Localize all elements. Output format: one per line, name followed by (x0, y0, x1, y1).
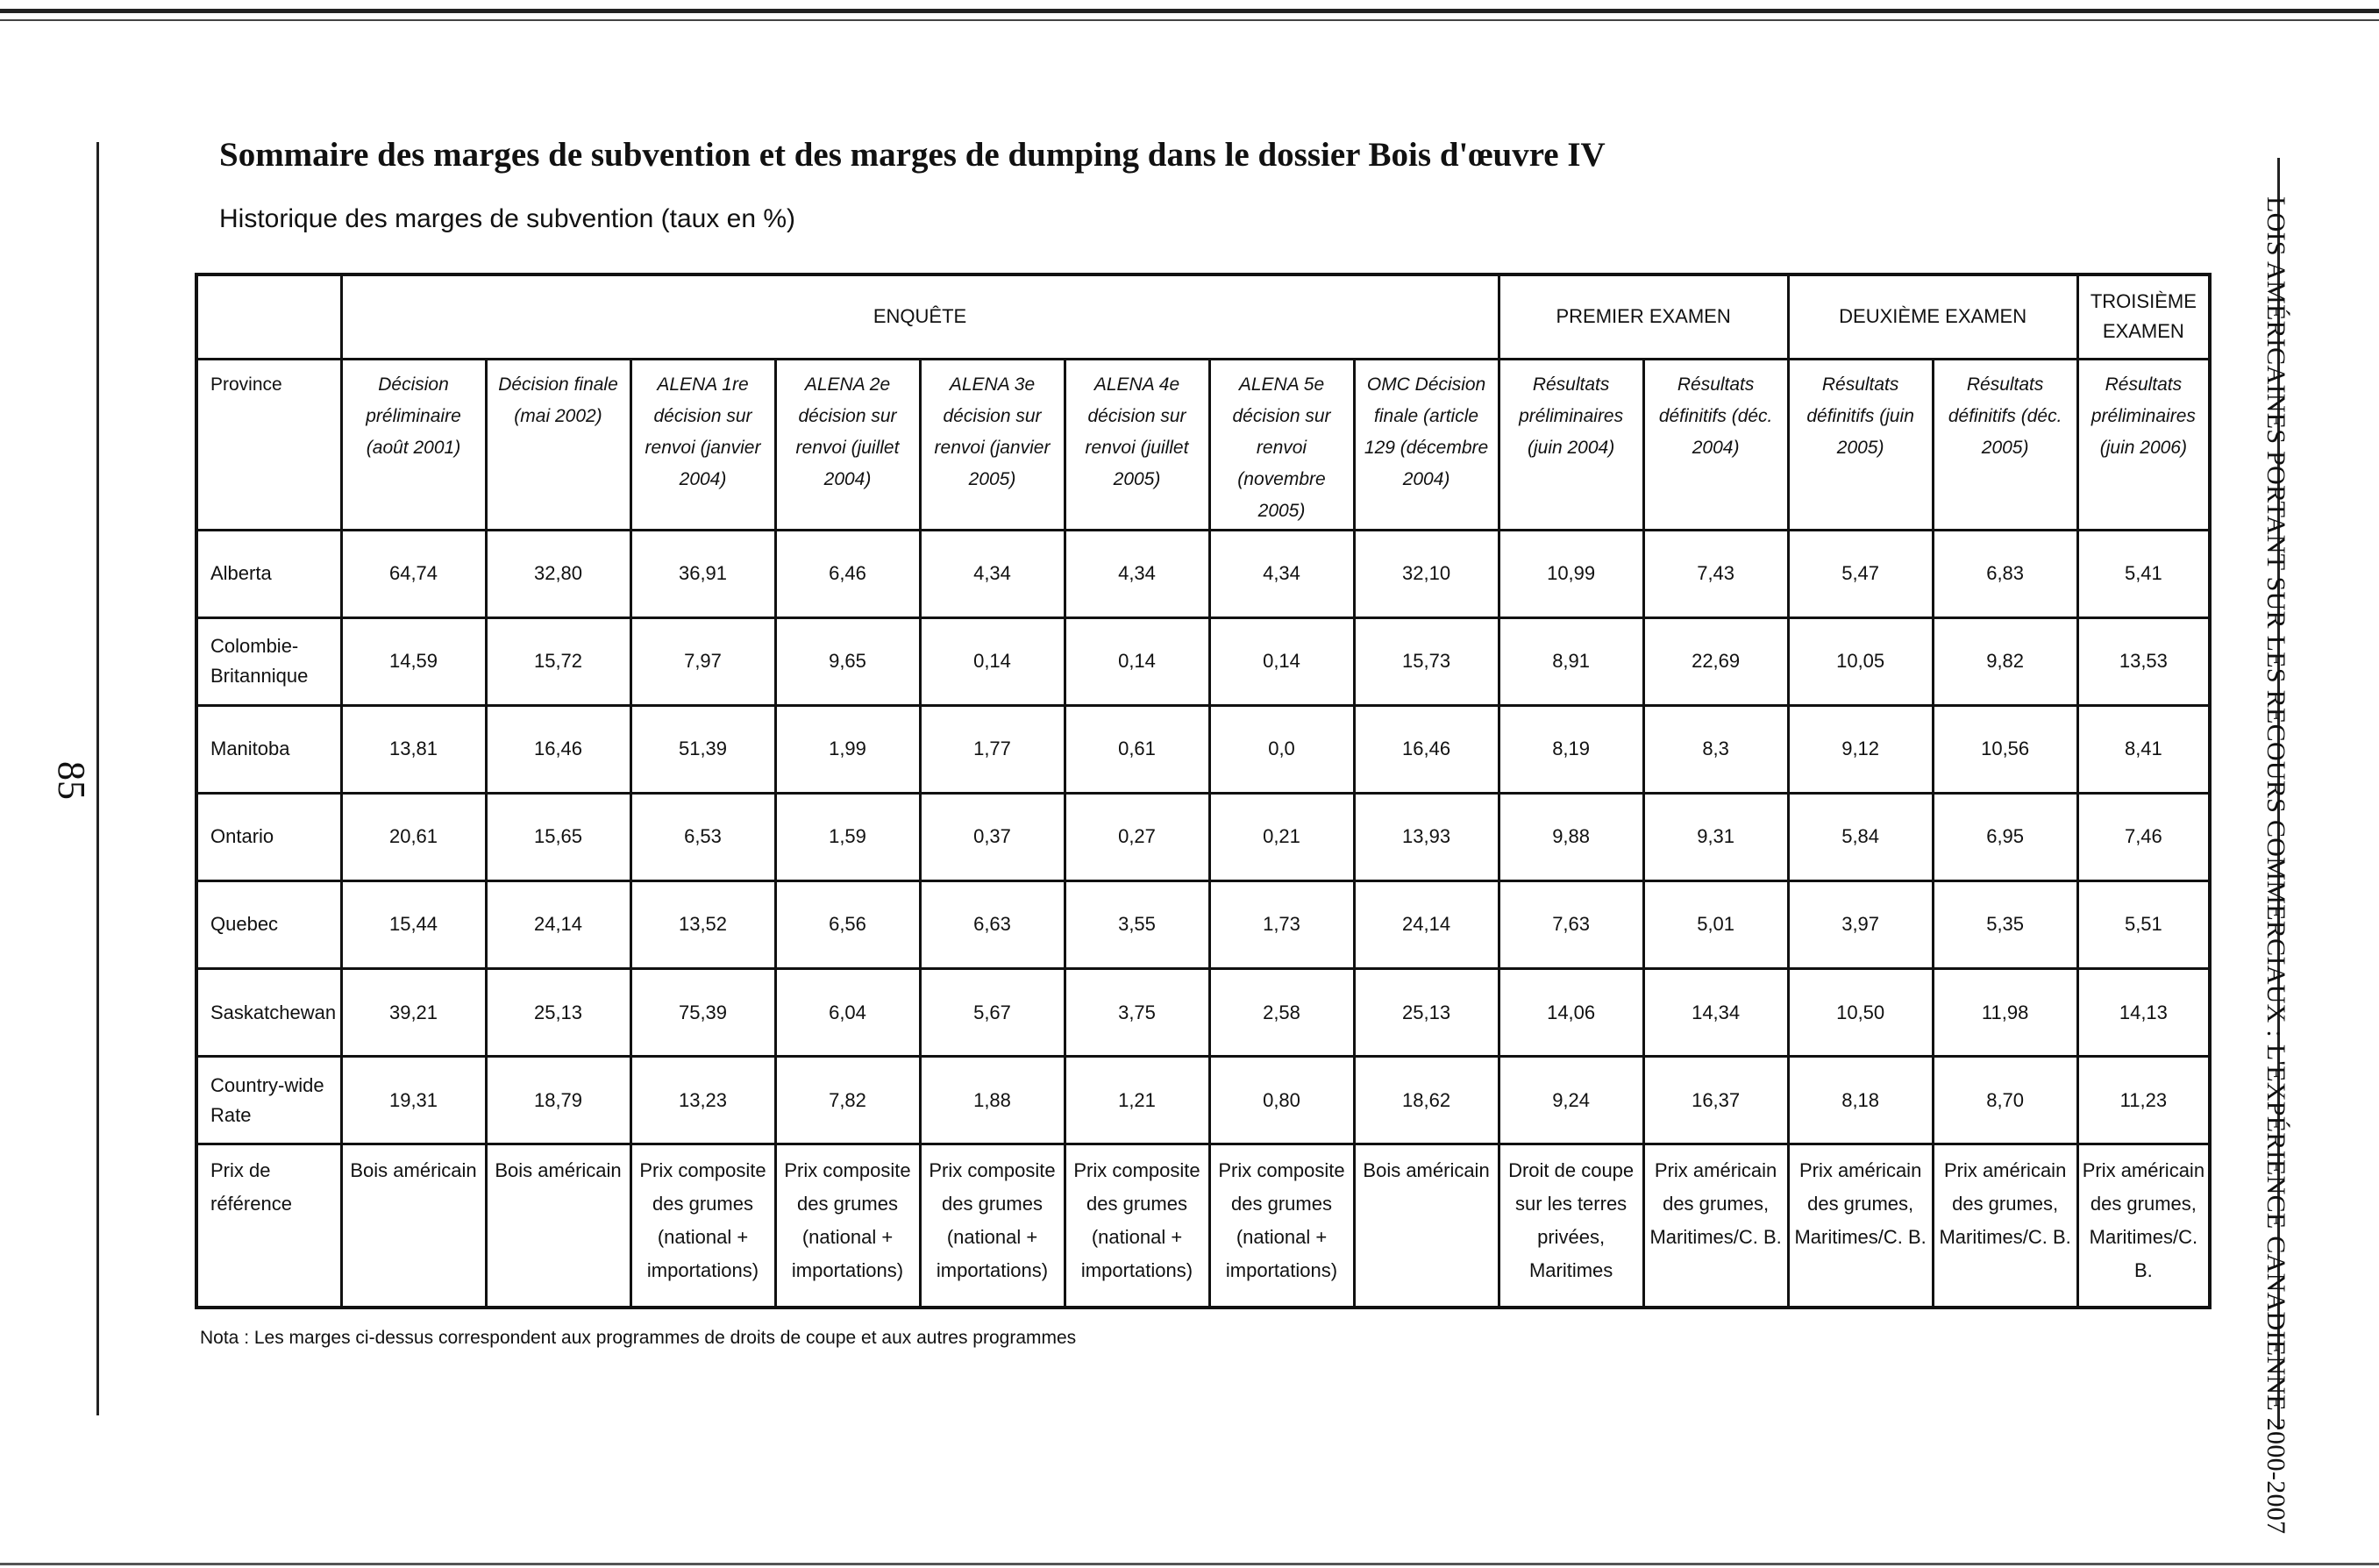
value-cell: 0,21 (1209, 793, 1354, 880)
table-row (196, 530, 2210, 617)
reference-cell: Prix composite des grumes (national + importations) (630, 1144, 775, 1308)
document-subtitle: Historique des marges de subvention (taux en %) (219, 204, 796, 233)
reference-cell: Prix composite des grumes (national + importations) (775, 1144, 920, 1308)
reference-cell: Bois américain (1354, 1144, 1499, 1308)
value-cell: 5,41 (2077, 530, 2210, 617)
value-cell: 14,13 (2077, 969, 2210, 1057)
column-header: ALENA 5e décision sur renvoi (novembre 2005) (1209, 359, 1354, 530)
bottom-rule (0, 1563, 2379, 1565)
value-cell: 6,83 (1933, 530, 2077, 617)
reference-cell: Bois américain (486, 1144, 630, 1308)
value-cell: 13,52 (630, 880, 775, 968)
value-cell: 8,3 (1643, 705, 1788, 793)
value-cell: 18,79 (486, 1057, 630, 1144)
column-header: Résultats définitifs (juin 2005) (1788, 359, 1933, 530)
value-cell: 24,14 (1354, 880, 1499, 968)
table-row (196, 1057, 2210, 1144)
province-cell: Saskatchewan (196, 969, 341, 1057)
value-cell: 1,88 (920, 1057, 1065, 1144)
value-cell: 0,80 (1209, 1057, 1354, 1144)
value-cell: 7,63 (1499, 880, 1643, 968)
column-header: Décision préliminaire (août 2001) (341, 359, 486, 530)
value-cell: 9,24 (1499, 1057, 1643, 1144)
value-cell: 5,01 (1643, 880, 1788, 968)
table-row (196, 617, 2210, 705)
value-cell: 11,23 (2077, 1057, 2210, 1144)
reference-cell: Prix composite des grumes (national + importations) (1209, 1144, 1354, 1308)
value-cell: 3,75 (1065, 969, 1209, 1057)
value-cell: 4,34 (1209, 530, 1354, 617)
value-cell: 9,31 (1643, 793, 1788, 880)
column-header: Résultats définitifs (déc. 2005) (1933, 359, 2077, 530)
value-cell: 4,34 (920, 530, 1065, 617)
value-cell: 15,72 (486, 617, 630, 705)
value-cell: 6,53 (630, 793, 775, 880)
value-cell: 15,44 (341, 880, 486, 968)
value-cell: 25,13 (486, 969, 630, 1057)
value-cell: 13,53 (2077, 617, 2210, 705)
value-cell: 8,18 (1788, 1057, 1933, 1144)
province-column-header: Province (196, 359, 341, 530)
value-cell: 5,47 (1788, 530, 1933, 617)
value-cell: 9,65 (775, 617, 920, 705)
value-cell: 6,95 (1933, 793, 2077, 880)
column-header: ALENA 4e décision sur renvoi (juillet 2005) (1065, 359, 1209, 530)
group-premier-examen: PREMIER EXAMEN (1499, 274, 1788, 359)
value-cell: 22,69 (1643, 617, 1788, 705)
value-cell: 7,43 (1643, 530, 1788, 617)
table-note: Nota : Les marges ci-dessus correspondent aux programmes de droits de coupe et aux autres programmes (200, 1328, 1077, 1348)
group-enquete: ENQUÊTE (341, 274, 1499, 359)
group-deuxieme-examen: DEUXIÈME EXAMEN (1788, 274, 2077, 359)
table-row (196, 880, 2210, 968)
value-cell: 6,04 (775, 969, 920, 1057)
table-row (196, 705, 2210, 793)
value-cell: 0,14 (1065, 617, 1209, 705)
reference-cell: Prix américain des grumes, Maritimes/C. B. (2077, 1144, 2210, 1308)
value-cell: 3,97 (1788, 880, 1933, 968)
value-cell: 0,14 (920, 617, 1065, 705)
value-cell: 3,55 (1065, 880, 1209, 968)
value-cell: 0,61 (1065, 705, 1209, 793)
value-cell: 32,80 (486, 530, 630, 617)
value-cell: 14,59 (341, 617, 486, 705)
value-cell: 9,12 (1788, 705, 1933, 793)
value-cell: 15,65 (486, 793, 630, 880)
value-cell: 0,0 (1209, 705, 1354, 793)
value-cell: 5,84 (1788, 793, 1933, 880)
value-cell: 5,35 (1933, 880, 2077, 968)
reference-cell: Prix américain des grumes, Maritimes/C. B. (1933, 1144, 2077, 1308)
reference-price-row (196, 1144, 2210, 1308)
value-cell: 1,77 (920, 705, 1065, 793)
top-rule (0, 9, 2379, 13)
reference-cell: Prix composite des grumes (national + importations) (1065, 1144, 1209, 1308)
value-cell: 16,46 (486, 705, 630, 793)
reference-cell: Prix américain des grumes, Maritimes/C. B. (1643, 1144, 1788, 1308)
value-cell: 39,21 (341, 969, 486, 1057)
value-cell: 7,82 (775, 1057, 920, 1144)
value-cell: 19,31 (341, 1057, 486, 1144)
value-cell: 14,06 (1499, 969, 1643, 1057)
value-cell: 13,23 (630, 1057, 775, 1144)
value-cell: 2,58 (1209, 969, 1354, 1057)
value-cell: 25,13 (1354, 969, 1499, 1057)
value-cell: 0,27 (1065, 793, 1209, 880)
value-cell: 64,74 (341, 530, 486, 617)
value-cell: 13,93 (1354, 793, 1499, 880)
column-header: Résultats préliminaires (juin 2006) (2077, 359, 2210, 530)
province-cell: Alberta (196, 530, 341, 617)
value-cell: 8,91 (1499, 617, 1643, 705)
table-row (196, 969, 2210, 1057)
value-cell: 51,39 (630, 705, 775, 793)
province-cell: Colombie-Britannique (196, 617, 341, 705)
document-title: Sommaire des marges de subvention et des marges de dumping dans le dossier Bois d'œuvre IV (219, 136, 1606, 174)
value-cell: 1,21 (1065, 1057, 1209, 1144)
column-header: Résultats préliminaires (juin 2004) (1499, 359, 1643, 530)
value-cell: 6,63 (920, 880, 1065, 968)
column-header: Décision finale (mai 2002) (486, 359, 630, 530)
running-header: LOIS AMÉRICAINES PORTANT SUR LES RECOURS COMMERCIAUX : L'EXPÉRIENCE CANADIENNE 2000-2007 (2261, 196, 2290, 1535)
value-cell: 1,99 (775, 705, 920, 793)
value-cell: 75,39 (630, 969, 775, 1057)
value-cell: 10,56 (1933, 705, 2077, 793)
value-cell: 18,62 (1354, 1057, 1499, 1144)
value-cell: 10,99 (1499, 530, 1643, 617)
value-cell: 36,91 (630, 530, 775, 617)
subsidy-margins-table (195, 273, 2212, 1309)
value-cell: 1,73 (1209, 880, 1354, 968)
page-number: 85 (50, 761, 93, 800)
value-cell: 24,14 (486, 880, 630, 968)
value-cell: 13,81 (341, 705, 486, 793)
value-cell: 8,19 (1499, 705, 1643, 793)
value-cell: 0,37 (920, 793, 1065, 880)
province-cell: Country-wide Rate (196, 1057, 341, 1144)
reference-cell: Prix américain des grumes, Maritimes/C. B. (1788, 1144, 1933, 1308)
column-header: ALENA 1re décision sur renvoi (janvier 2004) (630, 359, 775, 530)
column-header: Résultats définitifs (déc. 2004) (1643, 359, 1788, 530)
value-cell: 11,98 (1933, 969, 2077, 1057)
value-cell: 14,34 (1643, 969, 1788, 1057)
column-header: ALENA 2e décision sur renvoi (juillet 2004) (775, 359, 920, 530)
value-cell: 20,61 (341, 793, 486, 880)
value-cell: 16,37 (1643, 1057, 1788, 1144)
value-cell: 8,70 (1933, 1057, 2077, 1144)
value-cell: 16,46 (1354, 705, 1499, 793)
value-cell: 6,56 (775, 880, 920, 968)
value-cell: 5,51 (2077, 880, 2210, 968)
column-header: OMC Décision finale (article 129 (décembre 2004) (1354, 359, 1499, 530)
value-cell: 6,46 (775, 530, 920, 617)
top-rule-thin (0, 19, 2379, 21)
value-cell: 8,41 (2077, 705, 2210, 793)
reference-label-cell: Prix de référence (196, 1144, 341, 1308)
province-cell: Ontario (196, 793, 341, 880)
column-header: ALENA 3e décision sur renvoi (janvier 2005) (920, 359, 1065, 530)
value-cell: 9,88 (1499, 793, 1643, 880)
value-cell: 10,50 (1788, 969, 1933, 1057)
value-cell: 1,59 (775, 793, 920, 880)
reference-cell: Bois américain (341, 1144, 486, 1308)
province-cell: Manitoba (196, 705, 341, 793)
province-cell: Quebec (196, 880, 341, 968)
value-cell: 0,14 (1209, 617, 1354, 705)
value-cell: 7,46 (2077, 793, 2210, 880)
value-cell: 7,97 (630, 617, 775, 705)
group-troisieme-examen: TROISIÈME EXAMEN (2077, 274, 2210, 359)
value-cell: 9,82 (1933, 617, 2077, 705)
value-cell: 10,05 (1788, 617, 1933, 705)
reference-cell: Prix composite des grumes (national + importations) (920, 1144, 1065, 1308)
value-cell: 4,34 (1065, 530, 1209, 617)
value-cell: 32,10 (1354, 530, 1499, 617)
table-row (196, 793, 2210, 880)
corner-cell (196, 274, 341, 359)
reference-cell: Droit de coupe sur les terres privées, Maritimes (1499, 1144, 1643, 1308)
value-cell: 5,67 (920, 969, 1065, 1057)
value-cell: 15,73 (1354, 617, 1499, 705)
